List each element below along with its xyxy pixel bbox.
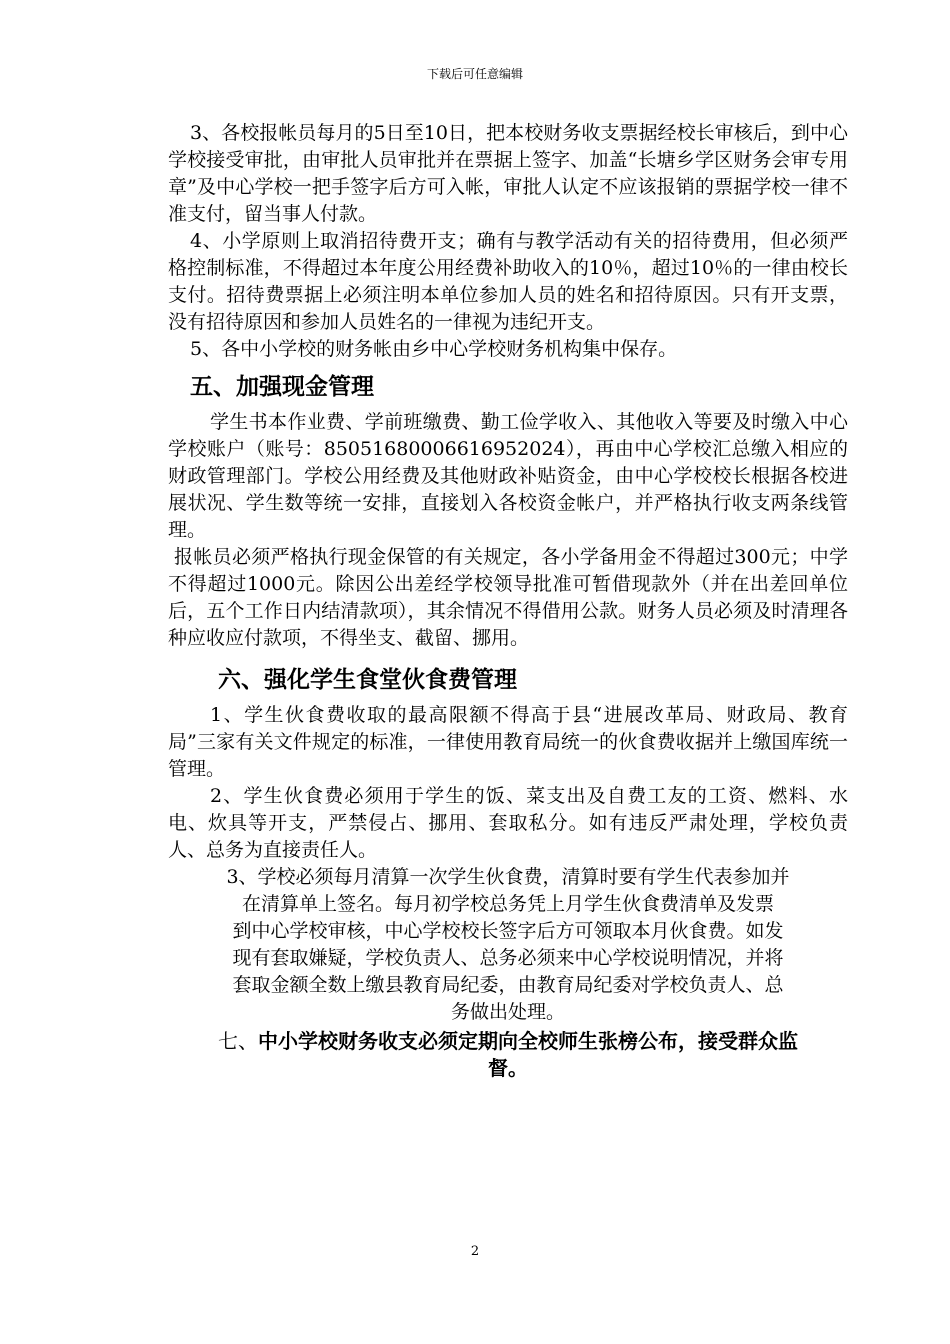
section-6-item-1: 1、学生伙食费收取的最高限额不得高于县“进展改革局、财政局、教育局”三家有关文件规定的标准，一律使用教育局统一的伙食费收据并上缴国库统一管理。: [168, 704, 848, 780]
section-7-line-1: [168, 1028, 848, 1055]
section-5-heading: 五、加强现金管理: [190, 373, 374, 400]
section-7-line-2: 督。: [488, 1056, 528, 1080]
page-header-note: 下载后可任意编辑: [426, 67, 523, 81]
document-body: [168, 120, 848, 1082]
section-6-heading: 六、强化学生食堂伙食费管理: [218, 666, 517, 693]
paragraph-4: 4、小学原则上取消招待费开支；确有与教学活动有关的招待费用，但必须严格控制标准，不得超过本年度公用经费补助收入的10％，超过10％的一律由校长支付。招待费票据上必须注明本单位参加人员的姓名和招待原因。只有开支票，没有招待原因和参加人员姓名的一律视为违纪开支。: [168, 230, 848, 333]
section-6-item-3: [168, 864, 848, 1026]
section-6-item-3-line: 务做出处理。: [450, 1001, 565, 1023]
paragraph-3: 3、各校报帐员每月的5日至10日，把本校财务收支票据经校长审核后，到中心学校接受审批，由审批人员审批并在票据上签字、加盖“长塘乡学区财务会审专用章”及中心学校一把手签字后方可入帐，审批人认定不应该报销的票据学校一律不准支付，留当事人付款。: [168, 122, 848, 225]
section-6-item-3-line: 套取金额全数上缴县教育局纪委，由教育局纪委对学校负责人、总: [232, 974, 784, 996]
section-6-item-3-line: 现有套取嫌疑，学校负责人、总务必须来中心学校说明情况，并将: [232, 947, 784, 969]
section-6-item-3-line: 在清算单上签名。每月初学校总务凭上月学生伙食费清单及发票: [241, 893, 774, 915]
page-number: 2: [470, 1244, 480, 1259]
section-6-item-3-line: 3、学校必须每月清算一次学生伙食费，清算时要有学生代表参加并: [226, 866, 790, 888]
section-7: [168, 1028, 848, 1082]
section-7-lead: 七、: [218, 1029, 258, 1053]
section-6-item-3-line: 到中心学校审核，中心学校校长签字后方可领取本月伙食费。如发: [232, 920, 784, 942]
section-5-para-2: 报帐员必须严格执行现金保管的有关规定，各小学备用金不得超过300元；中学不得超过1000元。除因公出差经学校领导批准可暂借现款外（并在出差回单位后，五个工作日内结清款项），其余情况不得借用公款。财务人员必须及时清理各种应收应付款项，不得坐支、截留、挪用。: [168, 546, 848, 649]
section-7-text: 中小学校财务收支必须定期向全校师生张榜公布，接受群众监: [258, 1029, 798, 1053]
section-6-item-2: 2、学生伙食费必须用于学生的饭、菜支出及自费工友的工资、燃料、水电、炊具等开支，严禁侵占、挪用、套取私分。如有违反严肃处理，学校负责人、总务为直接责任人。: [168, 785, 848, 861]
section-5-para-1: 学生书本作业费、学前班缴费、勤工俭学收入、其他收入等要及时缴入中心学校账户（账号：85051680006616952024），再由中心学校汇总缴入相应的财政管理部门。学校公用经费及其他财政补贴资金，由中心学校校长根据各校进展状况、学生数等统一安排，直接划入各校资金帐户，并严格执行收支两条线管理。: [168, 411, 848, 541]
paragraph-5: 5、各中小学校的财务帐由乡中心学校财务机构集中保存。: [190, 338, 678, 360]
